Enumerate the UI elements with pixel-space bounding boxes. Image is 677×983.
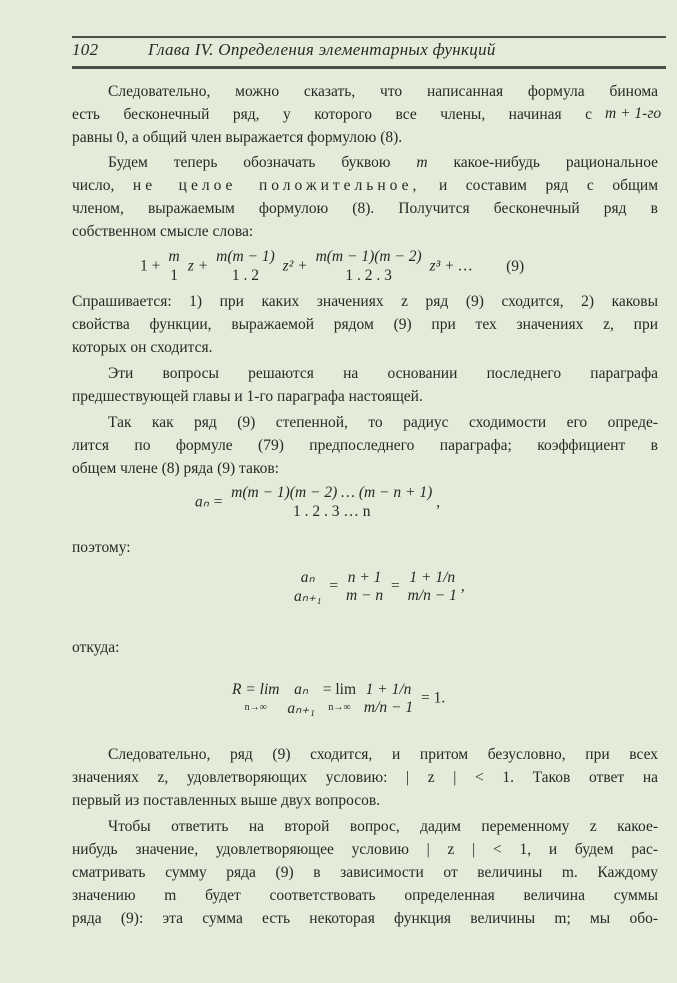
denominator: aₙ₊₁ [287,700,315,717]
text-line: общем члене (8) ряда (9) таков: [72,460,279,477]
numerator: 1 + 1/n [409,569,456,586]
formula-9 [140,248,524,286]
equals: = [329,577,339,595]
text-line: членом, выражаемым формулою (8). Получится бесконечный ряд в [72,200,658,217]
text-line [72,176,658,196]
math-m: m [416,154,428,171]
punct: , [436,493,441,511]
result: = 1. [421,689,446,707]
fraction [231,484,432,522]
numerator: m(m − 1)(m − 2) … (m − n + 1) [231,484,433,501]
term: z² + [282,257,308,275]
fraction [408,569,457,605]
emphasis-text: не целое положительное, [132,177,421,194]
text-line: поэтому: [72,539,131,556]
text-line [72,153,658,173]
text-line: Спрашивается: 1) при каких значениях z ряд (9) сходится, 2) каковы [72,293,658,310]
text-line: лится по формуле (79) предпоследнего параграфа; коэффициент в [72,437,658,454]
denominator: 1 . 2 . 3 … n [292,503,371,520]
fraction [294,568,322,606]
text-line: есть бесконечный ряд, у которого все члены, начиная с [72,106,592,123]
math-m-plus-1: m + 1-го [605,105,662,122]
text-line: Следовательно, можно сказать, что написанная формула бинома [108,83,658,100]
formula-R [232,680,445,718]
text-line: первый из поставленных выше двух вопросов. [72,792,381,809]
text-line: значениях z, удовлетворяющих условию: | z | < 1. Таков ответ на [72,769,658,786]
numerator: m [168,248,180,265]
text: и составим ряд с общим [438,177,659,194]
lim: = lim [322,681,357,698]
lhs: R = lim [232,681,280,698]
formula-an [195,484,440,522]
text-line: нибудь значение, удовлетворяющее условию | z | < 1, и будем рас- [72,841,658,858]
limit-subscript: n→∞ [244,702,267,713]
text-line: которых он сходится. [72,339,213,356]
equals: = [391,577,400,595]
denominator: 1 . 2 . 3 [345,267,392,284]
fraction [287,680,315,718]
text-line: собственном смысле слова: [72,223,254,240]
text-line: Чтобы ответить на второй вопрос, дадим переменному z какое- [108,818,658,835]
fraction [316,248,422,286]
text-line: Так как ряд (9) степенной, то радиус сходимости его опреде- [108,414,658,431]
text-line: Эти вопросы решаются на основании последнего параграфа [108,365,658,382]
punct: , [460,577,465,595]
fraction [364,681,413,717]
text-line: равны 0, а общий член выражается формулою (8). [72,129,403,146]
lhs: aₙ = [195,493,224,511]
text-line: предшествующей главы и 1-го параграфа настоящей. [72,388,423,405]
numerator: m(m − 1) [216,248,275,265]
limit-subscript: n→∞ [328,702,351,713]
header-rule-bottom [72,66,666,69]
denominator: m − n [346,587,384,604]
numerator: aₙ [294,681,309,698]
term: z + [187,257,209,275]
text-line: значению m будет соответствовать определенная величина суммы [72,887,658,904]
chapter-title: Глава IV. Определения элементарных функций [148,40,496,59]
fraction [346,569,383,605]
text-line: свойства функции, выражаемой рядом (9) при тех значениях z, при [72,316,658,333]
formula-ratio [290,568,465,606]
numerator: 1 + 1/n [365,681,412,698]
denominator: 1 . 2 [231,267,260,284]
denominator: 1 [170,267,178,284]
fraction [216,248,275,286]
text: число, [72,177,115,194]
text: какое-нибудь рациональное [453,154,659,171]
text-line: ряда (9): эта сумма есть некоторая функция величины m; мы обо- [72,910,658,927]
numerator: m(m − 1)(m − 2) [315,248,422,265]
equation-number: (9) [506,257,525,275]
denominator: aₙ₊₁ [294,588,322,605]
text-line: сматривать сумму ряда (9) в зависимости от величины m. Каждому [72,864,658,881]
limit [232,681,279,717]
fraction [168,248,180,286]
numerator: n + 1 [347,569,382,586]
limit [323,681,356,717]
denominator: m/n − 1 [363,699,414,716]
text-line: Следовательно, ряд (9) сходится, и притом безусловно, при всех [108,746,658,763]
numerator: aₙ [300,569,315,586]
text: Будем теперь обозначать буквою [108,154,391,171]
text-line-tail [605,105,661,123]
header-rule-top [72,36,666,38]
denominator: m/n − 1 [407,587,457,604]
text-line: откуда: [72,639,120,656]
term: z³ + … [429,257,473,275]
page-number: 102 [72,40,99,59]
term: 1 + [140,257,161,275]
